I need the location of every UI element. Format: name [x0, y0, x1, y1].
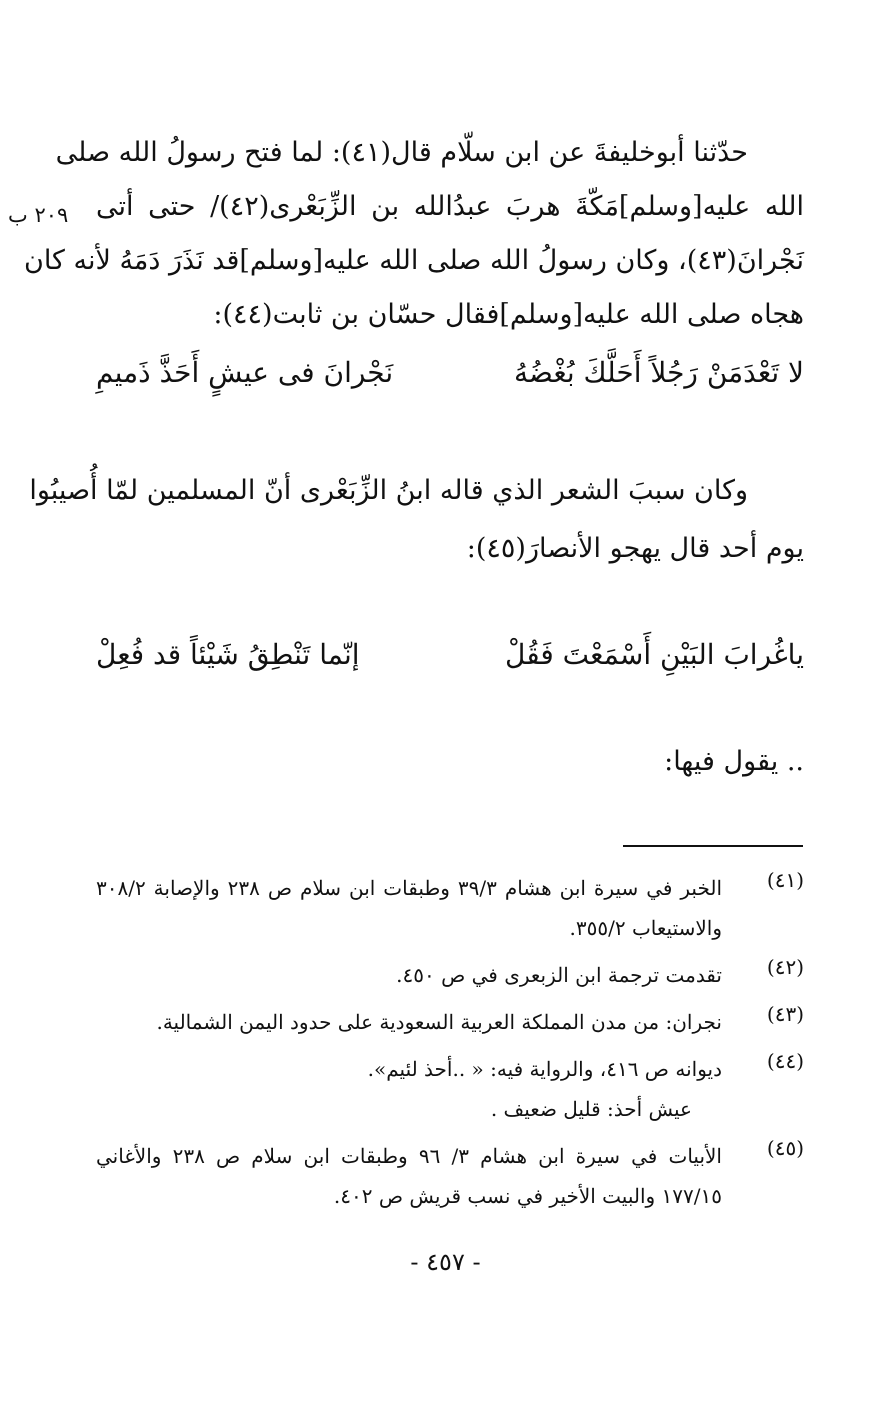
footnote-line: الخبر في سيرة ابن هشام ٣٩/٣ وطبقات ابن سلام ص ٢٣٨ والإصابة ٣٠٨/٢: [96, 876, 723, 900]
footnote-number: (٤١): [766, 868, 804, 892]
verse-second-hemistich: إنّما تَنْطِقُ شَيْئاً قد فُعِلْ: [96, 638, 360, 671]
footnote-number: (٤٢): [766, 955, 804, 979]
footnote-line: ١٧٧/١٥ والبيت الأخير في نسب قريش ص ٤٠٢.: [333, 1184, 722, 1208]
margin-folio-note: ٢٠٩ ب: [8, 203, 69, 227]
poem-verse: [96, 638, 804, 688]
text-line: هجاه صلى الله عليه[وسلم]فقال حسّان بن ثابت(٤٤):: [213, 299, 804, 330]
footnote-line: والاستيعاب ٣٥٥/٢.: [569, 916, 722, 940]
footnote: [96, 868, 804, 948]
verse-second-hemistich: نَجْرانَ فى عيشٍ أَحَذَّ ذَميمِ: [96, 356, 394, 389]
text-line: يوم أحد قال يهجو الأنصارَ(٤٥):: [466, 533, 804, 564]
verse-first-hemistich: لا تَعْدَمَنْ رَجُلاً أَحَلَّكَ بُغْضُهُ: [514, 356, 804, 389]
footnote: [96, 1049, 804, 1089]
footnote: [96, 1136, 804, 1216]
footnote-number: (٤٥): [766, 1136, 804, 1160]
text-line: الله عليه[وسلم]مَكّةَ هربَ عبدُالله بن الزِّبَعْرى(٤٢)/ حتى أتى: [96, 191, 804, 222]
footnote-line: الأبيات في سيرة ابن هشام ٣/ ٩٦ وطبقات ابن سلام ص ٢٣٨ والأغاني: [96, 1144, 722, 1168]
footnote-gloss: عيش أحذ: قليل ضعيف .: [490, 1097, 692, 1121]
text-line: نَجْرانَ(٤٣)، وكان رسولُ الله صلى الله عليه[وسلم]قد نَذَرَ دَمَهُ لأنه كان: [23, 245, 804, 276]
footnote: [96, 955, 804, 995]
page-number: - ٤٥٧ -: [410, 1248, 481, 1276]
footnote: [96, 1002, 804, 1042]
text-line: وكان سببَ الشعر الذي قاله ابنُ الزِّبَعْرى أنّ المسلمين لمّا أُصيبُوا: [29, 475, 748, 506]
text-line: حدّثنا أبوخليفةَ عن ابن سلّام قال(٤١): لما فتح رسولُ الله صلى: [55, 137, 748, 168]
footnote-number: (٤٣): [766, 1002, 804, 1026]
footnote-number: (٤٤): [766, 1049, 804, 1073]
poem-verse: [96, 356, 804, 406]
footnotes: [96, 868, 804, 1223]
footnote-line: نجران: من مدن المملكة العربية السعودية على حدود اليمن الشمالية.: [156, 1010, 722, 1034]
footnote-separator: [623, 845, 803, 847]
lead-in-text: .. يقول فيها:: [664, 746, 804, 777]
footnote-line: تقدمت ترجمة ابن الزبعرى في ص ٤٥٠.: [396, 963, 722, 987]
verse-first-hemistich: ياغُرابَ البَيْنِ أَسْمَعْتَ فَقُلْ: [505, 638, 804, 671]
footnote-line: ديوانه ص ٤١٦، والرواية فيه: « ..أحذ لئيم».: [367, 1057, 722, 1081]
paragraph-second: [29, 462, 804, 578]
